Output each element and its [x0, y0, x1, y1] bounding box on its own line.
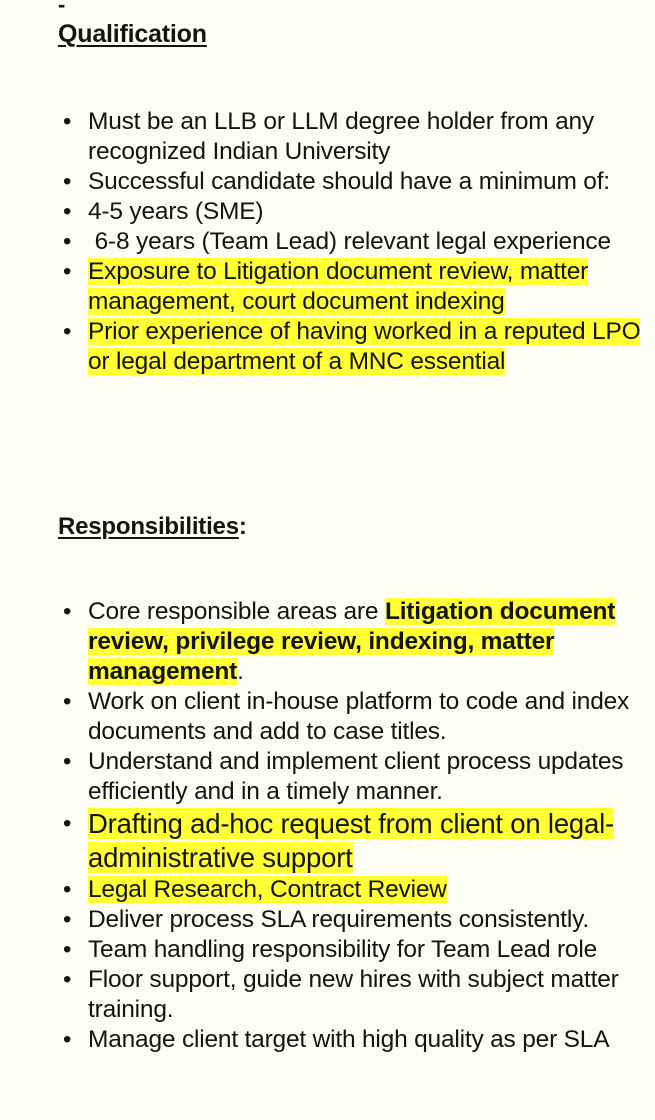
responsibility-item: • Floor support, guide new hires with subject matter training.	[88, 965, 648, 1025]
responsibility-item: • Work on client in-house platform to code and index documents and add to case titles.	[88, 687, 648, 747]
responsibility-item-highlighted	[88, 875, 648, 905]
responsibility-item: • Manage client target with high quality as per SLA	[88, 1025, 648, 1055]
qualification-item-highlighted	[88, 257, 648, 317]
qualification-item-highlighted	[88, 317, 648, 377]
responsibility-item: • Core responsible areas are Litigation document review, privilege review, indexing, matter management.	[88, 597, 648, 687]
responsibilities-list	[88, 597, 648, 1055]
highlight: Exposure to Litigation document review, matter management, court document indexing	[88, 258, 589, 315]
highlight: Prior experience of having worked in a reputed LPO or legal department of a MNC essential	[88, 318, 641, 375]
qualification-item: • 6-8 years (Team Lead) relevant legal experience	[88, 227, 648, 257]
qualification-list	[88, 107, 648, 377]
top-dash: -	[58, 0, 66, 17]
highlight: Legal Research, Contract Review	[88, 876, 447, 903]
responsibility-item: • Team handling responsibility for Team Lead role	[88, 935, 648, 965]
responsibility-item: • Understand and implement client process updates efficiently and in a timely manner.	[88, 747, 648, 807]
qualification-item: • Successful candidate should have a minimum of:	[88, 167, 648, 197]
highlight-bold: Litigation document review, privilege review, indexing, matter management	[88, 598, 616, 685]
qualification-item: • Must be an LLB or LLM degree holder from any recognized Indian University	[88, 107, 648, 167]
qualification-item: • 4-5 years (SME)	[88, 197, 648, 227]
responsibilities-heading: Responsibilities:	[58, 513, 247, 540]
qualification-heading: Qualification	[58, 20, 207, 48]
responsibility-item: • Deliver process SLA requirements consistently.	[88, 905, 648, 935]
responsibility-item-highlighted	[88, 807, 648, 875]
highlight: Drafting ad-hoc request from client on legal-administrative support	[88, 808, 614, 873]
